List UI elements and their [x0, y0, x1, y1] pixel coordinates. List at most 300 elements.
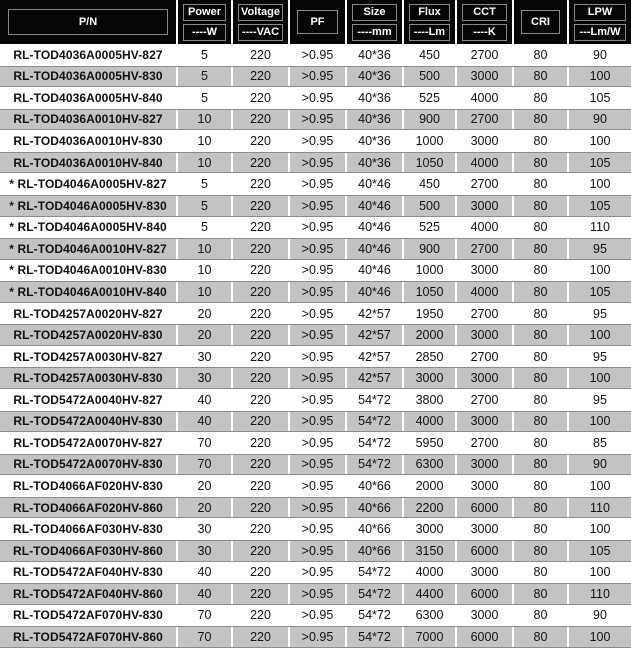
header-label-flux: Flux — [409, 4, 450, 21]
table-row — [0, 44, 631, 66]
header-label-cct: CCT — [462, 4, 507, 21]
cell-voltage: 220 — [233, 455, 290, 475]
cell-flux: 3800 — [404, 389, 457, 411]
cell-flux: 2200 — [404, 498, 457, 518]
cell-pn: * RL-TOD4046A0010HV-830 — [0, 260, 178, 282]
cell-size: 40*46 — [347, 239, 404, 259]
cell-flux: 1050 — [404, 282, 457, 302]
cell-pn: RL-TOD4036A0005HV-827 — [0, 44, 178, 66]
cell-cct: 2700 — [457, 44, 514, 66]
cell-flux: 525 — [404, 87, 457, 109]
cell-power: 70 — [178, 627, 233, 647]
header-cell-pf — [290, 0, 347, 44]
cell-lpw: 95 — [593, 392, 607, 407]
cell-cri: 80 — [514, 541, 569, 561]
cell-cri: 80 — [514, 110, 569, 130]
cell-cri: 80 — [514, 282, 569, 302]
cell-flux: 3150 — [404, 541, 457, 561]
cell-power: 10 — [178, 260, 233, 282]
cell-flux: 4000 — [404, 412, 457, 432]
cell-size: 54*72 — [347, 389, 404, 411]
cell-pf: >0.95 — [290, 475, 347, 497]
cell-lpw: 105 — [589, 155, 611, 170]
cell-flux: 4000 — [404, 562, 457, 584]
table-row — [0, 87, 631, 109]
cell-flux: 7000 — [404, 627, 457, 647]
cell-size: 40*46 — [347, 260, 404, 282]
cell-cct: 4000 — [457, 282, 514, 302]
cell-lpw: 100 — [589, 414, 611, 429]
header-label-size: Size — [352, 4, 397, 21]
cell-voltage: 220 — [233, 110, 290, 130]
cell-pn: * RL-TOD4046A0005HV-840 — [0, 217, 178, 239]
cell-cct: 6000 — [457, 584, 514, 604]
table-row — [0, 605, 631, 627]
table-body — [0, 44, 631, 648]
cell-cct: 6000 — [457, 498, 514, 518]
cell-size: 54*72 — [347, 455, 404, 475]
cell-pf: >0.95 — [290, 627, 347, 647]
cell-cct: 3000 — [457, 196, 514, 216]
cell-pf: >0.95 — [290, 498, 347, 518]
cell-pn: RL-TOD5472A0040HV-827 — [0, 389, 178, 411]
cell-lpw: 100 — [589, 522, 611, 537]
table-row — [0, 454, 631, 476]
cell-pn: RL-TOD4066AF030HV-830 — [0, 518, 178, 540]
cell-pf: >0.95 — [290, 303, 347, 325]
cell-flux: 1050 — [404, 153, 457, 173]
cell-cri: 80 — [514, 368, 569, 388]
cell-cri: 80 — [514, 130, 569, 152]
cell-power: 40 — [178, 562, 233, 584]
table-row — [0, 130, 631, 152]
table-row — [0, 238, 631, 260]
cell-size: 42*57 — [347, 303, 404, 325]
header-cell-cri — [514, 0, 569, 44]
cell-pn: RL-TOD5472AF070HV-830 — [0, 605, 178, 627]
cell-flux: 4400 — [404, 584, 457, 604]
cell-lpw: 100 — [589, 69, 611, 84]
cell-voltage: 220 — [233, 412, 290, 432]
cell-flux: 2850 — [404, 346, 457, 368]
cell-pf: >0.95 — [290, 389, 347, 411]
cell-lpw: 100 — [589, 328, 611, 343]
cell-pn: RL-TOD4066AF020HV-830 — [0, 475, 178, 497]
cell-pf: >0.95 — [290, 325, 347, 345]
cell-power: 10 — [178, 153, 233, 173]
header-label-lpw: LPW — [574, 4, 626, 21]
cell-pn: RL-TOD5472A0040HV-830 — [0, 412, 178, 432]
cell-size: 40*46 — [347, 217, 404, 239]
cell-power: 10 — [178, 282, 233, 302]
cell-cct: 3000 — [457, 455, 514, 475]
cell-flux: 1000 — [404, 130, 457, 152]
cell-size: 40*36 — [347, 44, 404, 66]
cell-cri: 80 — [514, 325, 569, 345]
cell-cct: 2700 — [457, 110, 514, 130]
cell-pn: RL-TOD5472A0070HV-827 — [0, 432, 178, 454]
cell-lpw: 110 — [590, 586, 610, 601]
cell-lpw: 100 — [589, 263, 611, 278]
cell-voltage: 220 — [233, 153, 290, 173]
cell-size: 40*66 — [347, 475, 404, 497]
cell-flux: 6300 — [404, 455, 457, 475]
table-row — [0, 518, 631, 540]
cell-power: 70 — [178, 605, 233, 627]
cell-power: 5 — [178, 196, 233, 216]
cell-voltage: 220 — [233, 239, 290, 259]
cell-power: 70 — [178, 432, 233, 454]
cell-flux: 5950 — [404, 432, 457, 454]
header-cell-cct — [457, 0, 514, 44]
cell-voltage: 220 — [233, 368, 290, 388]
cell-voltage: 220 — [233, 196, 290, 216]
cell-pf: >0.95 — [290, 217, 347, 239]
cell-power: 5 — [178, 173, 233, 195]
cell-cri: 80 — [514, 44, 569, 66]
cell-flux: 500 — [404, 67, 457, 87]
cell-pf: >0.95 — [290, 67, 347, 87]
cell-cri: 80 — [514, 153, 569, 173]
cell-pn: * RL-TOD4046A0010HV-827 — [0, 239, 178, 259]
cell-cri: 80 — [514, 239, 569, 259]
cell-pf: >0.95 — [290, 346, 347, 368]
cell-pf: >0.95 — [290, 541, 347, 561]
cell-size: 40*66 — [347, 541, 404, 561]
cell-cct: 2700 — [457, 389, 514, 411]
cell-pn: RL-TOD5472A0070HV-830 — [0, 455, 178, 475]
cell-voltage: 220 — [233, 627, 290, 647]
cell-lpw: 95 — [593, 306, 607, 321]
cell-power: 10 — [178, 110, 233, 130]
cell-cri: 80 — [514, 518, 569, 540]
cell-cri: 80 — [514, 627, 569, 647]
header-cell-flux — [404, 0, 457, 44]
cell-cct: 2700 — [457, 346, 514, 368]
header-label-power: Power — [183, 4, 226, 21]
cell-voltage: 220 — [233, 217, 290, 239]
cell-voltage: 220 — [233, 44, 290, 66]
cell-cri: 80 — [514, 196, 569, 216]
cell-cct: 6000 — [457, 541, 514, 561]
cell-pf: >0.95 — [290, 130, 347, 152]
cell-lpw: 100 — [589, 565, 611, 580]
cell-cct: 2700 — [457, 432, 514, 454]
cell-power: 5 — [178, 44, 233, 66]
cell-lpw: 100 — [589, 479, 611, 494]
cell-cri: 80 — [514, 87, 569, 109]
cell-voltage: 220 — [233, 518, 290, 540]
cell-size: 40*46 — [347, 282, 404, 302]
cell-lpw: 95 — [593, 349, 607, 364]
cell-cct: 3000 — [457, 368, 514, 388]
cell-pf: >0.95 — [290, 584, 347, 604]
cell-pn: RL-TOD4036A0010HV-827 — [0, 110, 178, 130]
cell-flux: 900 — [404, 239, 457, 259]
table-header — [0, 0, 631, 44]
cell-pf: >0.95 — [290, 412, 347, 432]
cell-flux: 6300 — [404, 605, 457, 627]
cell-pn: RL-TOD5472AF040HV-860 — [0, 584, 178, 604]
cell-lpw: 95 — [593, 241, 607, 256]
cell-cri: 80 — [514, 173, 569, 195]
cell-pn: RL-TOD4036A0005HV-840 — [0, 87, 178, 109]
cell-cct: 2700 — [457, 173, 514, 195]
cell-flux: 2000 — [404, 475, 457, 497]
cell-pf: >0.95 — [290, 110, 347, 130]
cell-cct: 2700 — [457, 239, 514, 259]
cell-cri: 80 — [514, 455, 569, 475]
cell-size: 40*36 — [347, 130, 404, 152]
cell-voltage: 220 — [233, 605, 290, 627]
cell-cct: 3000 — [457, 605, 514, 627]
cell-lpw: 100 — [589, 629, 611, 644]
table-row — [0, 109, 631, 131]
cell-cri: 80 — [514, 412, 569, 432]
header-label-pn: P/N — [8, 9, 168, 35]
cell-power: 10 — [178, 239, 233, 259]
table-row — [0, 626, 631, 648]
cell-cct: 6000 — [457, 627, 514, 647]
cell-lpw: 105 — [589, 90, 611, 105]
cell-size: 42*57 — [347, 368, 404, 388]
header-cell-pn — [0, 0, 178, 44]
cell-pn: RL-TOD4066AF030HV-860 — [0, 541, 178, 561]
table-row — [0, 173, 631, 195]
table-row — [0, 346, 631, 368]
cell-pn: RL-TOD4036A0010HV-840 — [0, 153, 178, 173]
cell-power: 20 — [178, 498, 233, 518]
cell-pf: >0.95 — [290, 173, 347, 195]
cell-power: 5 — [178, 217, 233, 239]
table-row — [0, 217, 631, 239]
cell-size: 54*72 — [347, 412, 404, 432]
cell-lpw: 110 — [590, 220, 610, 235]
cell-pn: * RL-TOD4046A0005HV-827 — [0, 173, 178, 195]
cell-flux: 450 — [404, 173, 457, 195]
cell-cct: 3000 — [457, 260, 514, 282]
cell-pn: * RL-TOD4046A0005HV-830 — [0, 196, 178, 216]
cell-cri: 80 — [514, 389, 569, 411]
cell-lpw: 110 — [590, 500, 610, 515]
table-row — [0, 195, 631, 217]
cell-lpw: 100 — [589, 134, 611, 149]
cell-cct: 3000 — [457, 475, 514, 497]
table-row — [0, 475, 631, 497]
cell-size: 54*72 — [347, 432, 404, 454]
table-row — [0, 583, 631, 605]
cell-pf: >0.95 — [290, 153, 347, 173]
cell-size: 42*57 — [347, 346, 404, 368]
table-row — [0, 367, 631, 389]
cell-size: 40*46 — [347, 173, 404, 195]
cell-flux: 525 — [404, 217, 457, 239]
cell-lpw: 105 — [589, 198, 611, 213]
cell-cri: 80 — [514, 562, 569, 584]
header-cell-lpw — [569, 0, 631, 44]
cell-pf: >0.95 — [290, 239, 347, 259]
cell-pn: RL-TOD4257A0030HV-827 — [0, 346, 178, 368]
cell-flux: 3000 — [404, 368, 457, 388]
cell-cri: 80 — [514, 475, 569, 497]
cell-pn: RL-TOD5472AF040HV-830 — [0, 562, 178, 584]
cell-power: 10 — [178, 130, 233, 152]
cell-power: 5 — [178, 87, 233, 109]
cell-cct: 4000 — [457, 217, 514, 239]
header-label-pf: PF — [297, 10, 338, 34]
cell-voltage: 220 — [233, 325, 290, 345]
cell-voltage: 220 — [233, 562, 290, 584]
cell-cri: 80 — [514, 605, 569, 627]
cell-power: 30 — [178, 346, 233, 368]
cell-size: 40*36 — [347, 87, 404, 109]
cell-lpw: 90 — [593, 112, 607, 127]
cell-cct: 3000 — [457, 67, 514, 87]
header-unit-lpw: ---Lm/W — [574, 24, 626, 41]
cell-power: 20 — [178, 325, 233, 345]
cell-pf: >0.95 — [290, 196, 347, 216]
cell-size: 54*72 — [347, 584, 404, 604]
cell-voltage: 220 — [233, 282, 290, 302]
cell-voltage: 220 — [233, 584, 290, 604]
cell-pf: >0.95 — [290, 260, 347, 282]
cell-pf: >0.95 — [290, 87, 347, 109]
cell-cct: 3000 — [457, 412, 514, 432]
cell-pf: >0.95 — [290, 605, 347, 627]
table-row — [0, 411, 631, 433]
cell-power: 5 — [178, 67, 233, 87]
cell-lpw: 100 — [589, 177, 611, 192]
cell-pf: >0.95 — [290, 455, 347, 475]
cell-cri: 80 — [514, 217, 569, 239]
table-row — [0, 281, 631, 303]
cell-size: 54*72 — [347, 627, 404, 647]
cell-voltage: 220 — [233, 173, 290, 195]
cell-size: 54*72 — [347, 605, 404, 627]
cell-voltage: 220 — [233, 67, 290, 87]
cell-cri: 80 — [514, 67, 569, 87]
cell-flux: 500 — [404, 196, 457, 216]
header-cell-size — [347, 0, 404, 44]
cell-pn: RL-TOD4257A0030HV-830 — [0, 368, 178, 388]
cell-lpw: 90 — [593, 47, 607, 62]
cell-power: 40 — [178, 584, 233, 604]
cell-power: 70 — [178, 455, 233, 475]
cell-pf: >0.95 — [290, 368, 347, 388]
cell-pf: >0.95 — [290, 518, 347, 540]
header-label-cri: CRI — [521, 10, 560, 34]
table-row — [0, 152, 631, 174]
cell-size: 40*46 — [347, 196, 404, 216]
cell-pn: * RL-TOD4046A0010HV-840 — [0, 282, 178, 302]
header-cell-voltage — [233, 0, 290, 44]
cell-voltage: 220 — [233, 432, 290, 454]
cell-pf: >0.95 — [290, 44, 347, 66]
table-row — [0, 66, 631, 88]
cell-size: 42*57 — [347, 325, 404, 345]
cell-pn: RL-TOD4036A0005HV-830 — [0, 67, 178, 87]
table-row — [0, 389, 631, 411]
cell-flux: 1950 — [404, 303, 457, 325]
cell-cct: 4000 — [457, 87, 514, 109]
table-row — [0, 562, 631, 584]
cell-cct: 3000 — [457, 518, 514, 540]
cell-cct: 3000 — [457, 562, 514, 584]
cell-flux: 1000 — [404, 260, 457, 282]
header-unit-size: ----mm — [352, 24, 397, 41]
cell-size: 40*36 — [347, 153, 404, 173]
cell-flux: 900 — [404, 110, 457, 130]
cell-voltage: 220 — [233, 541, 290, 561]
cell-lpw: 105 — [589, 284, 611, 299]
cell-voltage: 220 — [233, 498, 290, 518]
table-row — [0, 432, 631, 454]
cell-cct: 4000 — [457, 153, 514, 173]
cell-pn: RL-TOD4257A0020HV-827 — [0, 303, 178, 325]
header-cell-power — [178, 0, 233, 44]
cell-pn: RL-TOD4036A0010HV-830 — [0, 130, 178, 152]
cell-power: 30 — [178, 541, 233, 561]
header-unit-power: ----W — [183, 24, 226, 41]
cell-size: 40*36 — [347, 67, 404, 87]
header-unit-cct: ----K — [462, 24, 507, 41]
cell-cri: 80 — [514, 498, 569, 518]
table-row — [0, 497, 631, 519]
cell-cri: 80 — [514, 432, 569, 454]
cell-voltage: 220 — [233, 389, 290, 411]
cell-cct: 3000 — [457, 130, 514, 152]
cell-voltage: 220 — [233, 260, 290, 282]
cell-lpw: 90 — [593, 457, 607, 472]
cell-voltage: 220 — [233, 130, 290, 152]
cell-lpw: 90 — [593, 608, 607, 623]
table-row — [0, 324, 631, 346]
cell-pn: RL-TOD5472AF070HV-860 — [0, 627, 178, 647]
cell-flux: 450 — [404, 44, 457, 66]
cell-cri: 80 — [514, 346, 569, 368]
cell-cri: 80 — [514, 260, 569, 282]
cell-size: 40*66 — [347, 518, 404, 540]
cell-lpw: 105 — [589, 543, 611, 558]
cell-power: 20 — [178, 475, 233, 497]
cell-pf: >0.95 — [290, 432, 347, 454]
table-row — [0, 540, 631, 562]
cell-cri: 80 — [514, 584, 569, 604]
cell-lpw: 85 — [593, 435, 607, 450]
cell-power: 40 — [178, 412, 233, 432]
header-unit-voltage: ----VAC — [238, 24, 283, 41]
cell-flux: 3000 — [404, 518, 457, 540]
cell-voltage: 220 — [233, 346, 290, 368]
cell-voltage: 220 — [233, 87, 290, 109]
cell-size: 54*72 — [347, 562, 404, 584]
cell-voltage: 220 — [233, 475, 290, 497]
cell-pn: RL-TOD4257A0020HV-830 — [0, 325, 178, 345]
cell-cct: 3000 — [457, 325, 514, 345]
cell-voltage: 220 — [233, 303, 290, 325]
cell-power: 30 — [178, 368, 233, 388]
cell-cri: 80 — [514, 303, 569, 325]
header-unit-flux: ----Lm — [409, 24, 450, 41]
cell-flux: 2000 — [404, 325, 457, 345]
table-row — [0, 260, 631, 282]
cell-cct: 2700 — [457, 303, 514, 325]
cell-pf: >0.95 — [290, 282, 347, 302]
cell-pf: >0.95 — [290, 562, 347, 584]
cell-lpw: 100 — [589, 371, 611, 386]
cell-power: 20 — [178, 303, 233, 325]
table-row — [0, 303, 631, 325]
